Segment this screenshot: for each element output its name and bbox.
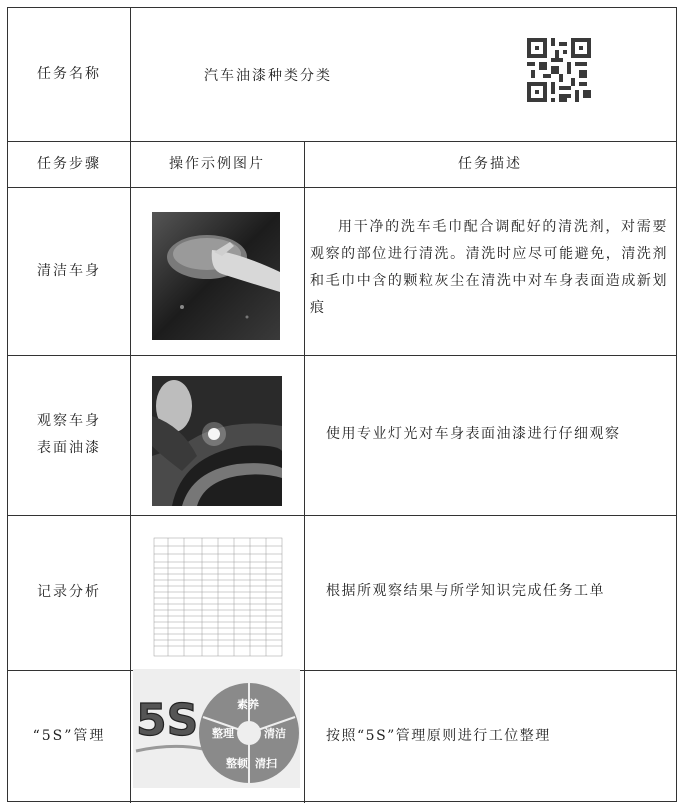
column-header-step: 任务步骤 — [37, 155, 101, 172]
description-clean-body: 用干净的洗车毛巾配合调配好的清洗剂，对需要观察的部位进行清洗。清洗时应尽可能避免，清洗剂和毛巾中含的颗粒灰尘在清洗中对车身表面造成新划痕 — [310, 219, 668, 316]
description-5s-management: 按照“5S”管理原则进行工位整理 — [326, 728, 551, 744]
task-name-label: 任务名称 — [37, 66, 101, 83]
description-record-analysis: 根据所观察结果与所学知识完成任务工单 — [326, 583, 605, 599]
step-observe-paint-line1: 观察车身 — [37, 413, 101, 430]
qr-code-icon — [527, 38, 591, 102]
diagram-bottom-left: 整顿 — [226, 757, 248, 770]
task-name-value: 汽车油漆种类分类 — [204, 67, 332, 84]
5s-logo: 5S — [136, 695, 199, 746]
task-table — [7, 7, 677, 802]
step-observe-paint — [8, 355, 130, 515]
diagram-bottom-right: 清扫 — [255, 757, 277, 770]
step-5s-management: “5S”管理 — [32, 728, 106, 745]
car-washing-photo — [152, 212, 280, 340]
record-form-photo — [152, 536, 284, 658]
diagram-top: 素养 — [237, 698, 259, 711]
divider — [304, 141, 305, 803]
5s-diagram — [133, 669, 300, 788]
column-header-image: 操作示例图片 — [169, 155, 265, 172]
step-observe-paint-line2: 表面油漆 — [37, 440, 101, 456]
diagram-right: 清洁 — [264, 727, 286, 740]
column-header-description: 任务描述 — [458, 155, 522, 172]
step-clean-body: 清洁车身 — [37, 262, 101, 279]
inspection-with-light-photo — [152, 376, 282, 506]
divider — [130, 8, 131, 803]
description-observe-paint: 使用专业灯光对车身表面油漆进行仔细观察 — [326, 426, 621, 442]
diagram-left: 整理 — [212, 727, 234, 740]
step-record-analysis: 记录分析 — [37, 584, 101, 601]
